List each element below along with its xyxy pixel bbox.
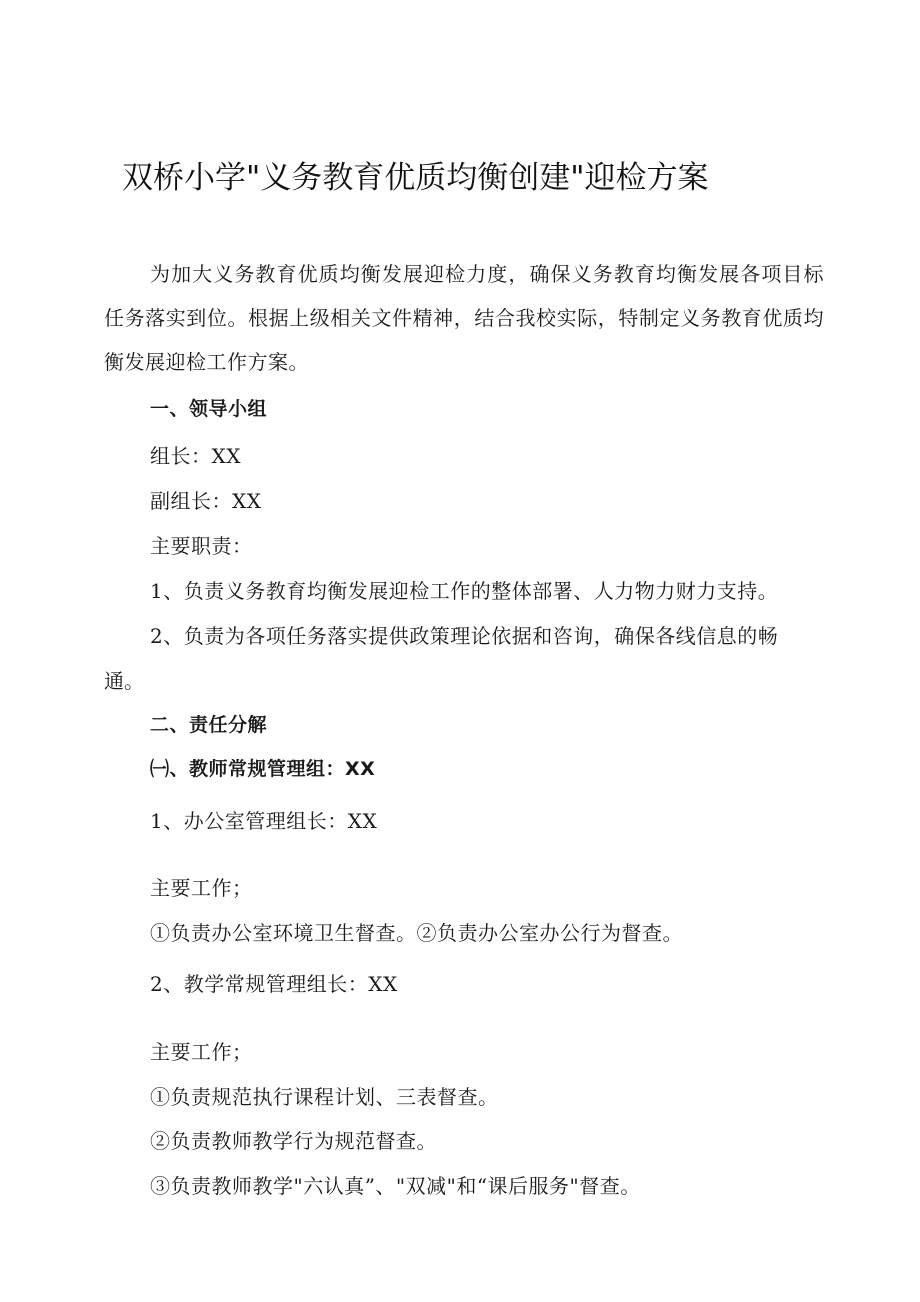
work-item-teaching-1: ①负责规范执行课程计划、三表督查。 (150, 1085, 499, 1109)
duties-label: 主要职责： (150, 534, 253, 558)
section-heading-leadership: 一、领导小组 (150, 398, 268, 420)
group-heading-teacher-management: ㈠、教师常规管理组：XX (150, 758, 376, 780)
duty-item-2-continued: 通。 (104, 669, 144, 693)
document-title: 双桥小学"义务教育优质均衡创建"迎检方案 (122, 160, 709, 196)
deputy-leader-line: 副组长：XX (150, 489, 262, 513)
sub-item-office-leader: 1、办公室管理组长：XX (150, 809, 378, 833)
leader-line: 组长：XX (150, 444, 241, 468)
work-item-teaching-2: ②负责教师教学行为规范督查。 (150, 1129, 437, 1153)
work-label-office: 主要工作； (150, 876, 253, 900)
intro-paragraph: 为加大义务教育优质均衡发展迎检力度，确保义务教育均衡发展各项目标任务落实到位。根据上级相关文件精神，结合我校实际，特制定义务教育优质均衡发展迎检工作方案。 (104, 262, 824, 374)
section-heading-responsibilities: 二、责任分解 (150, 714, 268, 736)
work-item-office: ①负责办公室环境卫生督查。②负责办公室办公行为督查。 (150, 921, 683, 945)
duty-item-1: 1、负责义务教育均衡发展迎检工作的整体部署、人力物力财力支持。 (150, 579, 779, 603)
work-item-teaching-3: ③负责教师教学"六认真”、"双减"和“课后服务"督查。 (150, 1174, 641, 1198)
work-label-teaching: 主要工作； (150, 1040, 253, 1064)
sub-item-teaching-leader: 2、教学常规管理组长：XX (150, 972, 398, 996)
duty-item-2: 2、负责为各项任务落实提供政策理论依据和咨询，确保各线信息的畅 (150, 624, 779, 648)
